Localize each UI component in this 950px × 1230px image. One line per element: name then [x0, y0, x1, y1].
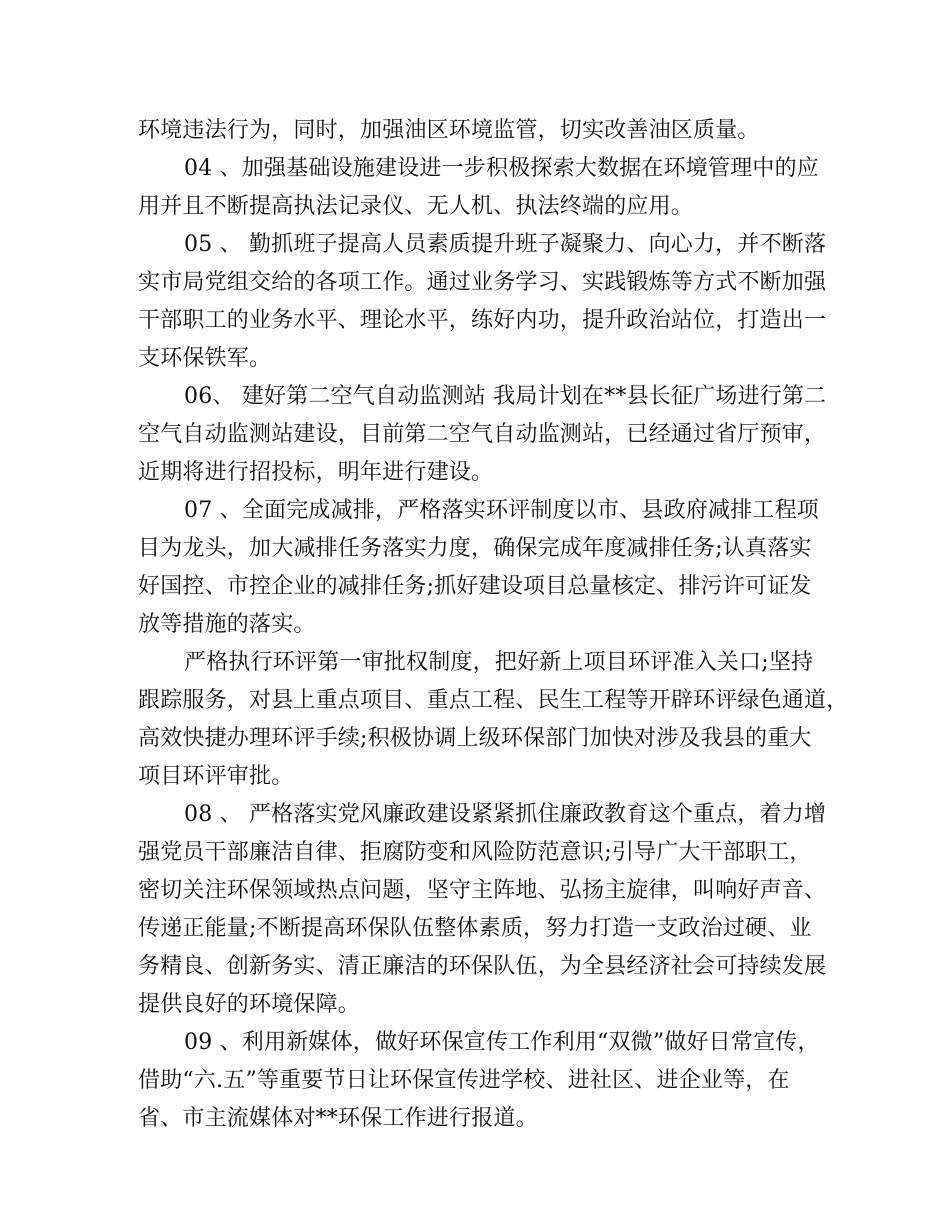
text-line: 提供良好的环境保障。 — [138, 992, 361, 1017]
text-line: 务精良、创新务实、清正廉洁的环保队伍，为全县经济社会可持续发展 — [138, 954, 827, 979]
text-line: 05 、 勤抓班子提高人员素质提升班子凝聚力、向心力，并不断落 — [184, 232, 827, 257]
text-line: 近期将进行招投标，明年进行建设。 — [138, 460, 494, 485]
text-line: 环境违法行为，同时，加强油区环境监管，切实改善油区质量。 — [138, 118, 760, 143]
text-line: 用并且不断提高执法记录仪、无人机、执法终端的应用。 — [138, 194, 694, 219]
text-line: 项目环评审批。 — [138, 764, 294, 789]
text-line: 省、市主流媒体对**环保工作进行报道。 — [138, 1106, 538, 1131]
text-line: 严格执行环评第一审批权制度，把好新上项目环评准入关口;坚持 — [184, 650, 814, 675]
text-line: 支环保铁军。 — [138, 346, 272, 371]
text-line: 实市局党组交给的各项工作。通过业务学习、实践锻炼等方式不断加强 — [138, 270, 827, 295]
text-line: 高效快捷办理环评手续;积极协调上级环保部门加快对涉及我县的重大 — [138, 726, 812, 751]
text-line: 放等措施的落实。 — [138, 612, 316, 637]
text-line: 跟踪服务，对县上重点项目、重点工程、民生工程等开辟环评绿色通道， — [138, 688, 849, 713]
text-line: 强党员干部廉洁自律、拒腐防变和风险防范意识;引导广大干部职工， — [138, 840, 812, 865]
text-line: 08 、 严格落实党风廉政建设紧紧抓住廉政教育这个重点，着力增 — [184, 802, 827, 827]
text-line: 空气自动监测站建设，目前第二空气自动监测站，已经通过省厅预审， — [138, 422, 827, 447]
text-line: 好国控、市控企业的减排任务;抓好建设项目总量核定、排污许可证发 — [138, 574, 812, 599]
text-line: 04 、加强基础设施建设进一步积极探索大数据在环境管理中的应 — [184, 156, 819, 181]
text-line: 传递正能量;不断提高环保队伍整体素质，努力打造一支政治过硬、业 — [138, 916, 812, 941]
text-line: 干部职工的业务水平、理论水平，练好内功，提升政治站位，打造出一 — [138, 308, 827, 333]
text-line: 09 、利用新媒体，做好环保宣传工作利用“双微”做好日常宣传， — [184, 1030, 820, 1055]
text-line: 借助“六.五”等重要节日让环保宣传进学校、进社区、进企业等，在 — [138, 1068, 790, 1093]
text-line: 07 、全面完成减排，严格落实环评制度以市、县政府减排工程项 — [184, 498, 819, 523]
text-line: 06、 建好第二空气自动监测站 我局计划在**县长征广场进行第二 — [184, 384, 827, 409]
text-line: 目为龙头，加大减排任务落实力度，确保完成年度减排任务;认真落实 — [138, 536, 812, 561]
text-line: 密切关注环保领域热点问题，坚守主阵地、弘扬主旋律，叫响好声音、 — [138, 878, 827, 903]
